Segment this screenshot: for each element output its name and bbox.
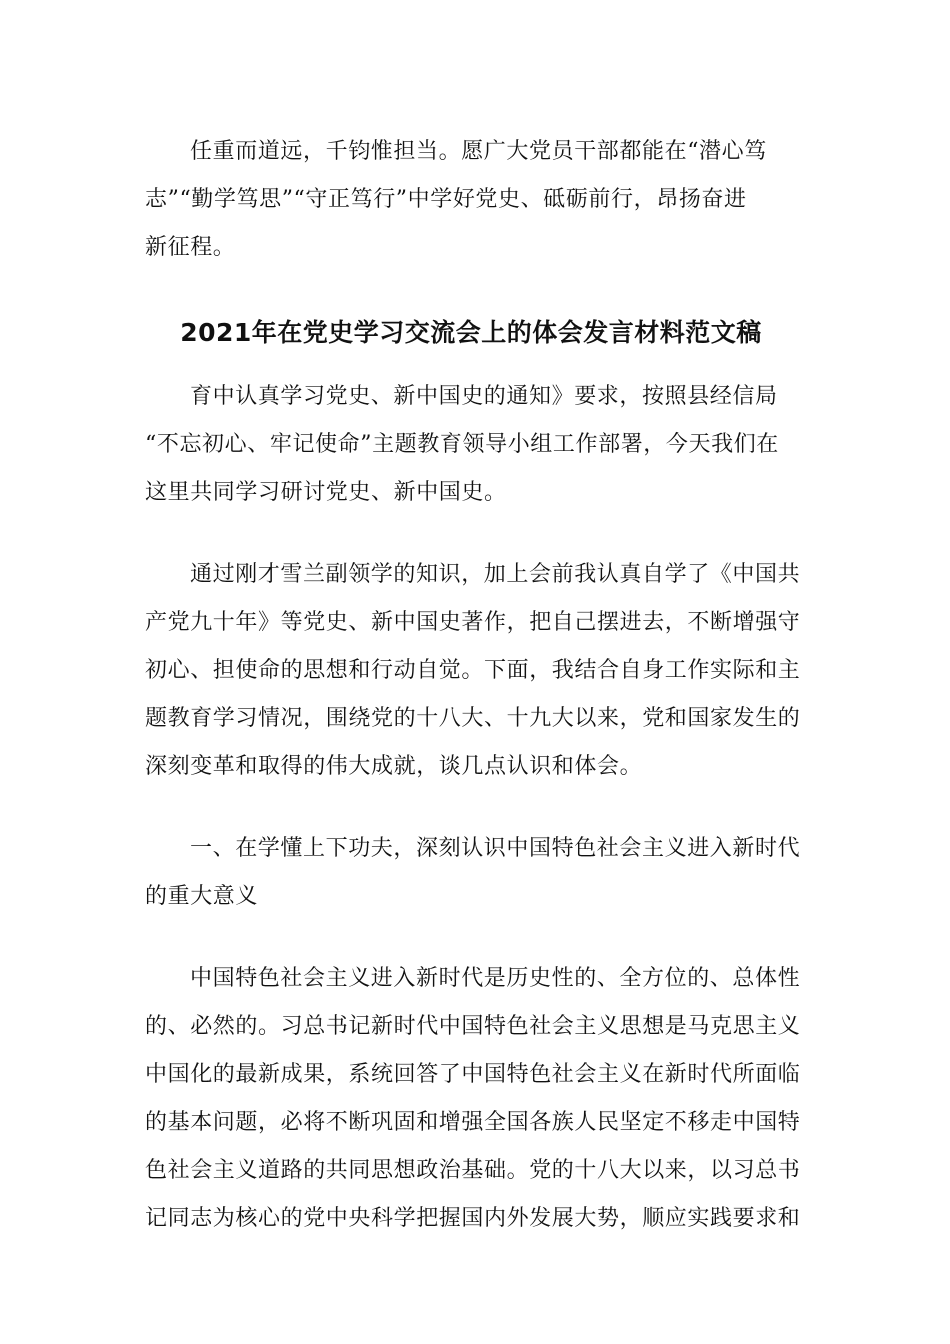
section-heading — [145, 825, 801, 921]
intro-paragraph — [145, 128, 797, 272]
document-title: 2021年在党史学习交流会上的体会发言材料范文稿 — [180, 318, 762, 347]
text-line: 这里共同学习研讨党史、新中国史。 — [145, 480, 507, 505]
text-line: 育中认真学习党史、新中国史的通知》要求，按照县经信局 — [190, 384, 778, 409]
paragraph — [145, 955, 801, 1243]
text-line: 中国化的最新成果，系统回答了中国特色社会主义在新时代所面临 — [145, 1062, 801, 1087]
text-line: 记同志为核心的党中央科学把握国内外发展大势，顺应实践要求和 — [145, 1206, 801, 1231]
text-line: 志”“勤学笃思”“守正笃行”中学好党史、砥砺前行，昂扬奋进 — [145, 187, 747, 212]
text-line: 的基本问题，必将不断巩固和增强全国各族人民坚定不移走中国特 — [145, 1110, 801, 1135]
text-line: 一、在学懂上下功夫，深刻认识中国特色社会主义进入新时代 — [190, 836, 801, 861]
text-line: 中国特色社会主义进入新时代是历史性的、全方位的、总体性 — [190, 966, 801, 991]
text-line: “不忘初心、牢记使命”主题教育领导小组工作部署，今天我们在 — [145, 432, 779, 457]
text-line: 的、必然的。习总书记新时代中国特色社会主义思想是马克思主义 — [145, 1014, 801, 1039]
text-line: 题教育学习情况，围绕党的十八大、十九大以来，党和国家发生的 — [145, 706, 801, 731]
text-line: 色社会主义道路的共同思想政治基础。党的十八大以来，以习总书 — [145, 1158, 801, 1183]
paragraph — [145, 551, 801, 791]
text-line: 初心、担使命的思想和行动自觉。下面，我结合自身工作实际和主 — [145, 658, 801, 683]
document-page — [145, 128, 801, 1243]
text-line: 新征程。 — [145, 235, 236, 260]
text-line: 产党九十年》等党史、新中国史著作，把自己摆进去，不断增强守 — [145, 610, 801, 635]
text-line: 通过刚才雪兰副领学的知识，加上会前我认真自学了《中国共 — [190, 562, 801, 587]
paragraph — [145, 373, 797, 517]
text-line: 深刻变革和取得的伟大成就，谈几点认识和体会。 — [145, 754, 643, 779]
text-line: 任重而道远，千钧惟担当。愿广大党员干部都能在“潜心笃 — [190, 139, 767, 164]
text-line: 的重大意义 — [145, 884, 259, 909]
